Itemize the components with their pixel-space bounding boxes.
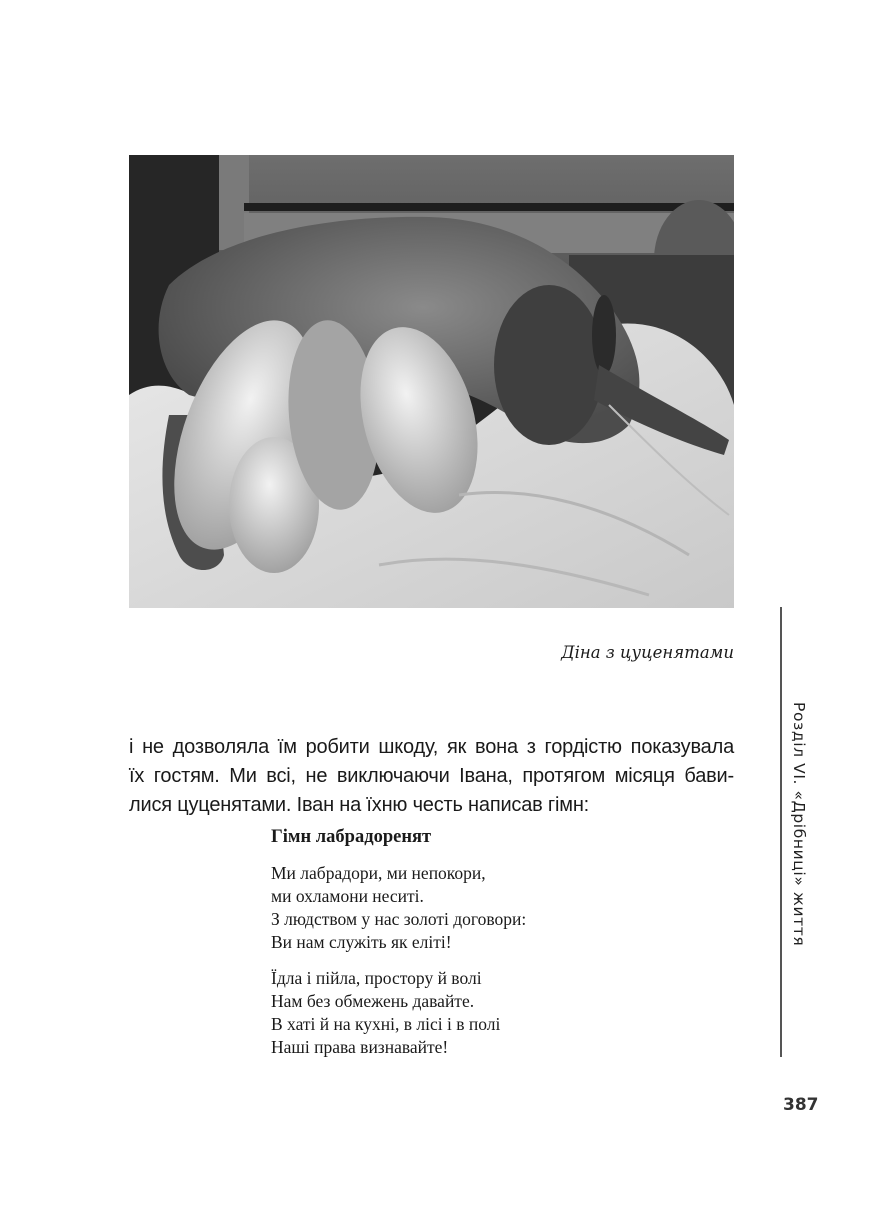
figure-photo [129,155,734,608]
poem-line: З людством у нас золоті договори: [271,909,527,929]
dog-with-puppies-image [129,155,734,608]
poem-line: Їдла і пійла, простору й волі [271,968,482,988]
body-line: їх гостям. Ми всі, не виключаючи Івана, протягом місяця бави- [129,765,734,787]
poem-line: Наші права визнавайте! [271,1037,449,1057]
poem-stanza [271,967,526,1059]
poem-line: В хаті й на кухні, в лісі і в полі [271,1014,501,1034]
poem-line: Нам без обмежень давайте. [271,991,475,1011]
poem-line: Ви нам служіть як еліті! [271,932,452,952]
poem-stanza [271,862,526,954]
body-line: і не дозволяла їм робити шкоду, як вона з гордістю показувала [129,736,734,758]
poem-line: ми охламони неситі. [271,886,424,906]
poem-line: Ми лабрадори, ми непокори, [271,863,486,883]
running-head [788,702,810,967]
poem [271,825,526,1072]
page-number: 387 [783,1095,819,1115]
margin-rule-divider [780,607,782,1057]
poem-title: Гімн лабрадоренят [271,827,432,847]
figure-caption: Діна з цуценятами [561,643,734,662]
body-line: лися цуценятами. Іван на їхню честь написав гімн: [129,794,590,816]
running-head-text: Розділ VI. «Дрібниці» життя [790,702,808,947]
body-paragraph [129,733,734,820]
